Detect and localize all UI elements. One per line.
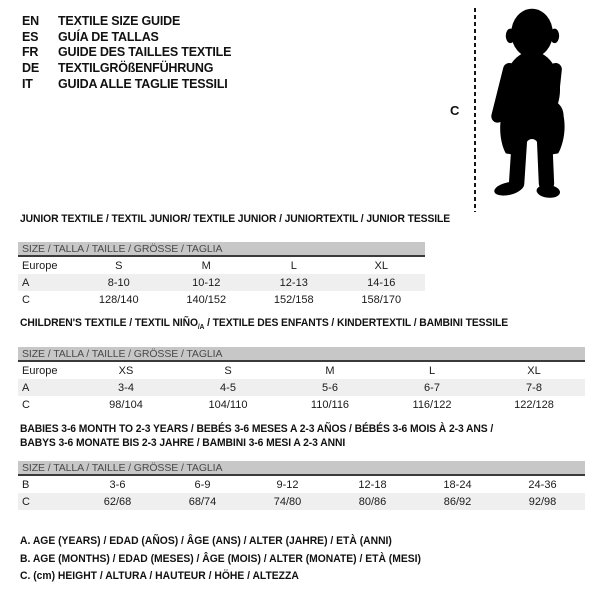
cell: 74/80 [273,495,302,508]
table-row [18,379,585,396]
cell: 24-36 [528,478,557,491]
size-header-label: SIZE / TALLA / TAILLE / GRÖSSE / TAGLIA [22,347,223,360]
lang-code: FR [22,45,39,60]
cell: 104/110 [208,398,248,411]
lang-row-de [22,60,231,76]
junior-table-title: JUNIOR TEXTILE / TEXTIL JUNIOR/ TEXTILE JUNIOR / JUNIORTEXTIL / JUNIOR TESSILE [20,213,451,225]
cell: 3-4 [118,381,134,394]
cell: 158/170 [361,293,402,306]
cell: 9-12 [276,478,299,491]
table-row [18,291,425,308]
babies-title-line1: BABIES 3-6 MONTH TO 2-3 YEARS / BEBÉS 3-6 MESES A 2-3 AÑOS / BÉBÉS 3-6 MOIS À 2-3 ANS / [20,423,494,435]
lang-row-it [22,76,231,92]
table-row [18,476,585,493]
row-label: C [22,398,30,411]
lang-code: ES [22,29,39,44]
footnote-b: B. AGE (MONTHS) / EDAD (MESES) / ÂGE (MOIS) / ALTER (MONATE) / ETÀ (MESI) [20,552,421,565]
babies-title-line2: BABYS 3-6 MONATE BIS 2-3 JAHRE / BAMBINI 3-6 MESI A 2-3 ANNI [20,437,346,449]
footnote-c: C. (cm) HEIGHT / ALTURA / HAUTEUR / HÖHE / ALTEZZA [20,570,299,583]
language-title-list [22,13,231,91]
cell: 10-12 [192,276,221,289]
cell: 140/152 [186,293,227,306]
size-header-label: SIZE / TALLA / TAILLE / GRÖSSE / TAGLIA [22,461,223,474]
cell: S [115,259,123,272]
lang-title: GUIDE DES TAILLES TEXTILE [58,45,232,60]
size-header-bar [18,242,425,257]
lang-title: GUIDA ALLE TAGLIE TESSILI [58,76,228,91]
height-measure-label: C [450,103,460,118]
lang-title: TEXTILGRÖßENFÜHRUNG [58,60,214,75]
cell: XL [527,364,541,377]
footnotes [20,533,447,586]
cell: 62/68 [103,495,132,508]
cell: L [290,259,297,272]
cell: 80/86 [358,495,387,508]
children-title-pre: CHILDREN'S TEXTILE / TEXTIL NIÑO [20,317,198,329]
children-title-post: / TEXTILE DES ENFANTS / KINDERTEXTIL / BAMBINI TESSILE [204,317,509,329]
table-row [18,274,425,291]
lang-code: DE [22,60,39,75]
cell: 4-5 [220,381,236,394]
lang-row-fr [22,44,231,60]
lang-code: EN [22,13,39,28]
junior-size-table [18,242,425,308]
lang-row-en [22,13,231,29]
cell: 68/74 [188,495,217,508]
cell: 116/122 [412,398,452,411]
cell: 6-7 [424,381,440,394]
cell: 110/116 [310,398,350,411]
cell: 14-16 [367,276,396,289]
cell: 12-13 [279,276,308,289]
row-label: Europe [22,259,58,272]
babies-size-table [18,461,585,510]
cell: M [325,364,335,377]
cell: 6-9 [194,478,211,491]
size-header-bar [18,461,585,476]
cell: 98/104 [109,398,143,411]
children-size-table [18,347,585,413]
height-measure-dashed-line [474,8,476,212]
cell: 5-6 [322,381,338,394]
cell: 8-10 [107,276,130,289]
table-row [18,396,585,413]
size-header-label: SIZE / TALLA / TAILLE / GRÖSSE / TAGLIA [22,242,223,255]
row-label: B [22,478,30,491]
cell: 86/92 [443,495,472,508]
cell: M [201,259,211,272]
row-label: Europe [22,364,58,377]
table-row [18,362,585,379]
table-row [18,257,425,274]
cell: 7-8 [526,381,542,394]
baby-silhouette-icon [486,6,578,214]
lang-code: IT [22,76,33,91]
lang-title: TEXTILE SIZE GUIDE [58,13,181,28]
cell: 128/140 [98,293,139,306]
cell: 12-18 [358,478,387,491]
cell: 92/98 [528,495,557,508]
cell: 122/128 [514,398,554,411]
row-label: A [22,381,30,394]
cell: L [428,364,436,377]
cell: XL [374,259,388,272]
cell: 3-6 [109,478,126,491]
row-label: A [22,276,30,289]
cell: 18-24 [443,478,472,491]
babies-table-title [20,422,493,450]
table-row [18,493,585,510]
lang-title: GUÍA DE TALLAS [58,29,159,44]
children-title-sub: /A [197,324,205,332]
cell: XS [118,364,134,377]
footnote-a: A. AGE (YEARS) / EDAD (AÑOS) / ÂGE (ANS) / ALTER (JAHRE) / ETÀ (ANNI) [20,535,392,547]
row-label: C [22,293,30,306]
lang-row-es [22,29,231,45]
cell: 152/158 [273,293,314,306]
children-table-title [20,317,508,331]
size-header-bar [18,347,585,362]
cell: S [224,364,232,377]
row-label: C [22,495,30,508]
